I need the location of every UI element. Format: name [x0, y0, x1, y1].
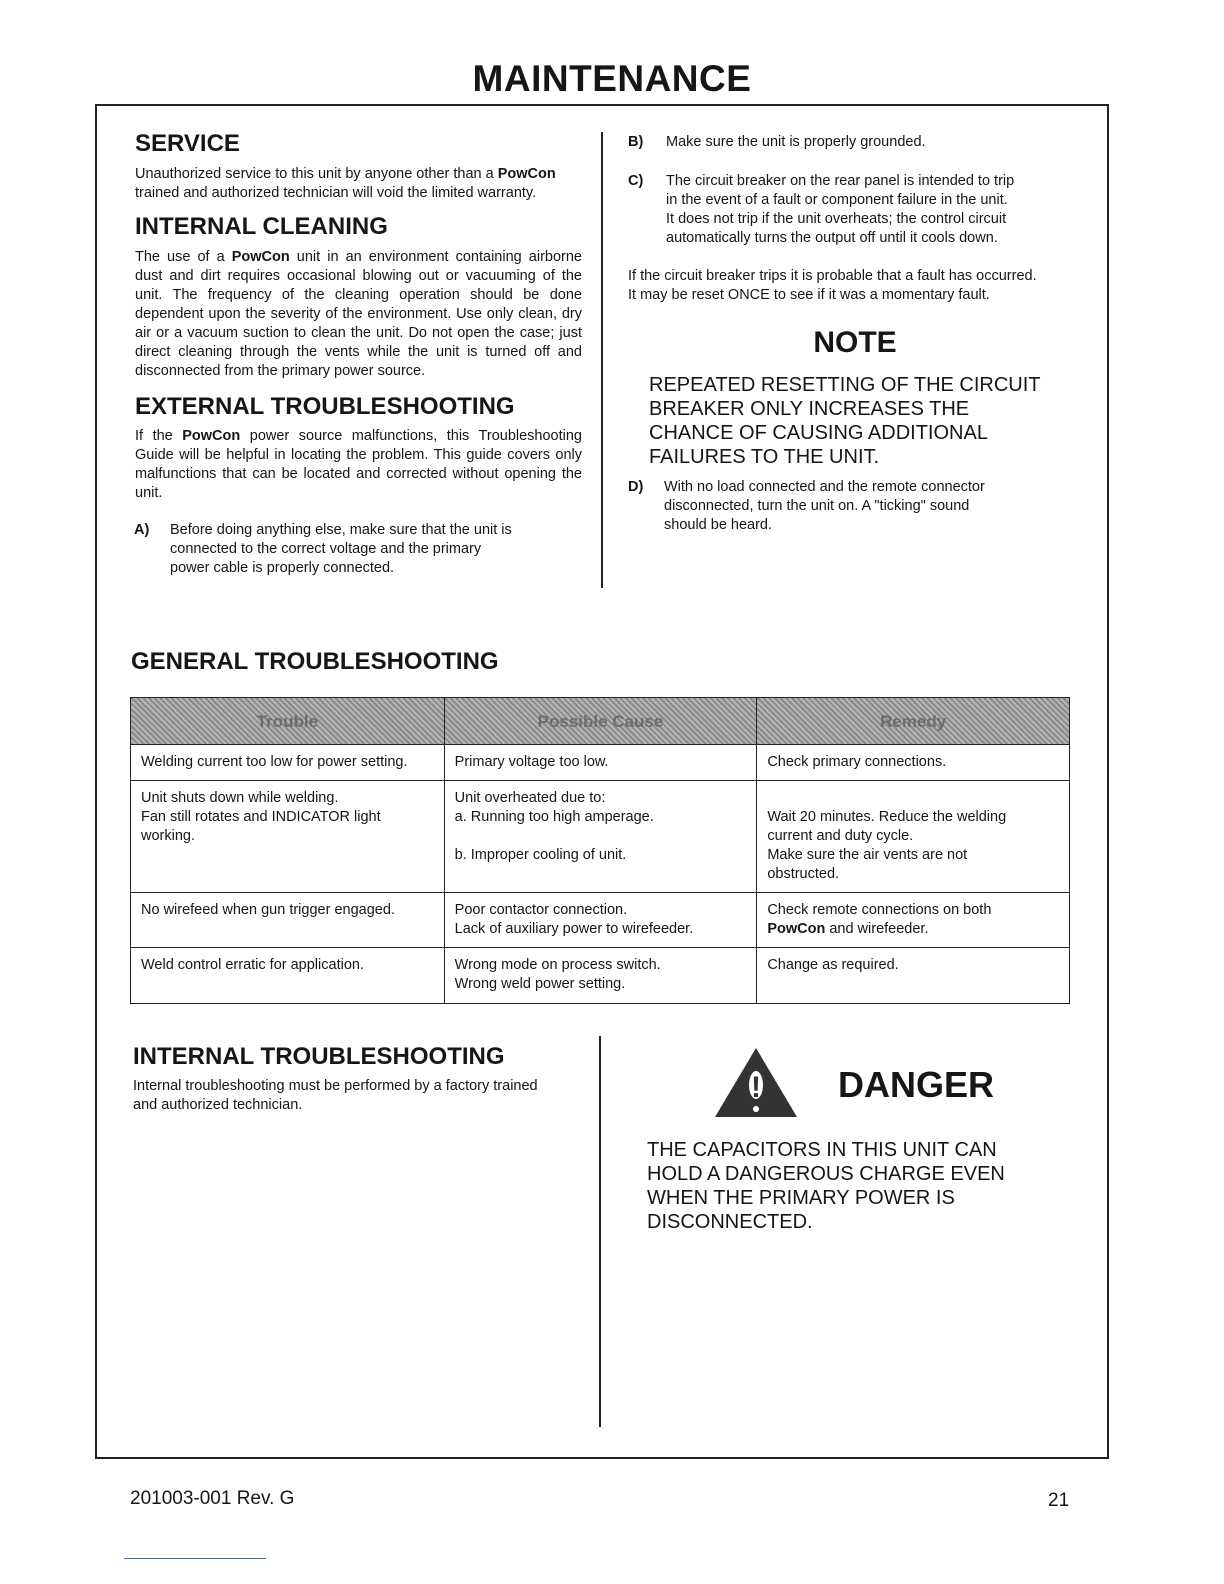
note-text: REPEATED RESETTING OF THE CIRCUIT BREAKER ONLY INCREASES THE CHANCE OF CAUSING ADDITIONAL FAILURES TO THE UNIT.: [649, 374, 1041, 468]
danger-text: THE CAPACITORS IN THIS UNIT CAN HOLD A DANGEROUS CHARGE EVEN WHEN THE PRIMARY POWER IS DISCONNECTED.: [647, 1139, 1005, 1233]
troubleshooting-table: [130, 697, 1070, 1004]
list-letter: A): [134, 522, 150, 538]
brand-name: PowCon: [497, 166, 556, 182]
column-divider-top: [601, 132, 603, 588]
cause-cell: Unit overheated due to: a. Running too high amperage. b. Improper cooling of unit.: [444, 781, 757, 893]
cause-cell: Poor contactor connection. Lack of auxiliary power to wirefeeder.: [444, 893, 757, 948]
trouble-cell: No wirefeed when gun trigger engaged.: [131, 893, 445, 948]
remedy-cell: Check primary connections.: [757, 745, 1070, 781]
list-letter: C): [628, 173, 644, 189]
list-letter: B): [628, 134, 644, 150]
trouble-cell: Welding current too low for power setting.: [131, 745, 445, 781]
column-header-possible-cause: Possible Cause: [444, 698, 757, 745]
page-title: MAINTENANCE: [472, 58, 752, 99]
list-text: Before doing anything else, make sure that the unit is connected to the correct voltage and the primary power cable is properly connected.: [170, 522, 512, 576]
external-troubleshooting-heading: EXTERNAL TROUBLESHOOTING: [135, 393, 515, 420]
general-troubleshooting-heading: GENERAL TROUBLESHOOTING: [131, 648, 499, 675]
list-item-b: [628, 133, 1088, 153]
table-row: [131, 781, 1070, 893]
internal-cleaning-text: The use of a PowCon unit in an environment containing airborne dust and dirt requires occasional blowing out or vacuuming of the unit. The frequency of the cleaning operation should be done dependent upon the severity of the environment. Use only clean, dry air or a vacuum suction to clean the unit. Do not open the case; just direct cleaning through the vents while the unit is turned off and disconnected from the primary power source.: [135, 249, 582, 379]
danger-heading: DANGER: [838, 1064, 995, 1105]
remedy-cell: Wait 20 minutes. Reduce the welding current and duty cycle. Make sure the air vents are not obstructed.: [757, 781, 1070, 893]
table-row: [131, 893, 1070, 948]
document-number: 201003-001 Rev. G: [130, 1488, 295, 1509]
cause-cell: Wrong mode on process switch. Wrong weld power setting.: [444, 948, 757, 1004]
warning-triangle-icon: [713, 1045, 799, 1119]
brand-name: PowCon: [231, 249, 290, 265]
brand-name: PowCon: [182, 428, 241, 444]
breaker-note: If the circuit breaker trips it is probable that a fault has occurred. It may be reset ONCE to see if it was a momentary fault.: [628, 268, 1037, 303]
list-item-d: [628, 478, 1088, 538]
internal-troubleshooting-text: Internal troubleshooting must be performed by a factory trained and authorized technician.: [133, 1078, 538, 1113]
column-header-remedy: Remedy: [757, 698, 1070, 745]
list-text: The circuit breaker on the rear panel is intended to trip in the event of a fault or component failure in the unit. It does not trip if the unit overheats; the control circuit automatically turns the output off until it cools down.: [666, 173, 1015, 246]
column-divider-bottom: [599, 1036, 601, 1427]
trouble-cell: Unit shuts down while welding. Fan still rotates and INDICATOR light working.: [131, 781, 445, 893]
list-text: Make sure the unit is properly grounded.: [666, 134, 926, 150]
brand-name: PowCon: [767, 921, 826, 937]
cause-cell: Primary voltage too low.: [444, 745, 757, 781]
page-number: 21: [1048, 1490, 1070, 1511]
service-heading: SERVICE: [135, 130, 240, 157]
scan-underline: [124, 1558, 266, 1559]
external-troubleshooting-text: If the PowCon power source malfunctions, this Troubleshooting Guide will be helpful in locating the problem. This guide covers only malfunctions that can be located and corrected without opening the unit.: [135, 428, 582, 501]
internal-troubleshooting-heading: INTERNAL TROUBLESHOOTING: [133, 1043, 505, 1070]
internal-cleaning-heading: INTERNAL CLEANING: [135, 213, 388, 240]
list-item-c: [628, 172, 1088, 252]
table-row: [131, 948, 1070, 1004]
warning-glyph: !: [751, 1071, 761, 1104]
list-item-a: [134, 521, 594, 581]
remedy-cell: Check remote connections on both PowCon and wirefeeder.: [757, 893, 1070, 948]
trouble-cell: Weld control erratic for application.: [131, 948, 445, 1004]
column-header-trouble: Trouble: [131, 698, 445, 745]
list-text: With no load connected and the remote connector disconnected, turn the unit on. A "ticking" sound should be heard.: [664, 479, 985, 533]
service-text: Unauthorized service to this unit by anyone other than a PowCon trained and authorized technician will void the limited warranty.: [135, 166, 556, 201]
remedy-cell: Change as required.: [757, 948, 1070, 1004]
note-heading: NOTE: [813, 326, 897, 359]
list-letter: D): [628, 479, 644, 495]
table-row: [131, 745, 1070, 781]
table-header-row: [131, 698, 1070, 745]
